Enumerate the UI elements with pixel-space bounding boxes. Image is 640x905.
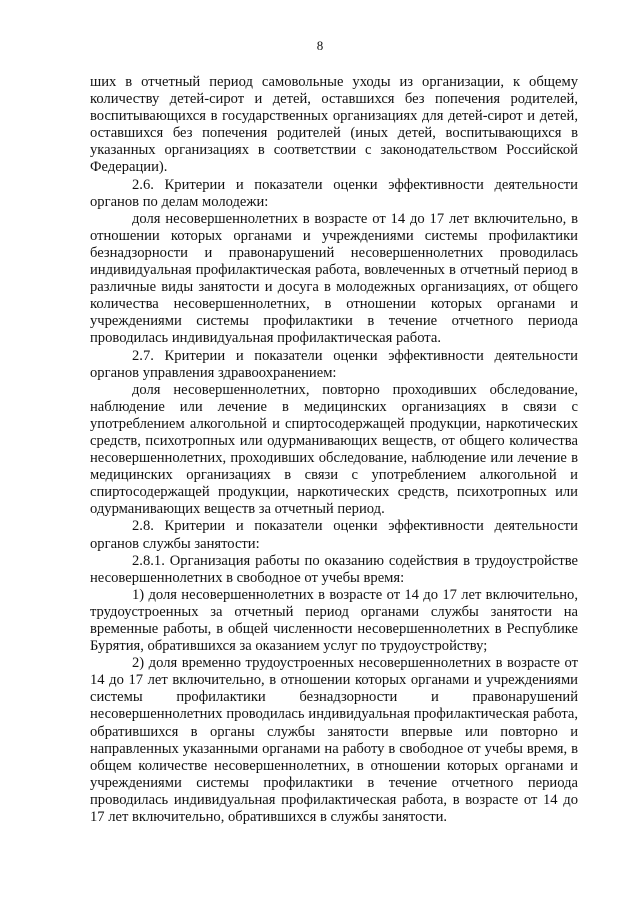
paragraph-9: 2) доля временно трудоустроенных несовершеннолетних в возрасте от 14 до 17 лет включительно, в отношении которых органами и учреждениями системы профилактики безнадзорности и правонарушений несовершеннолетних проводилась индивидуальная профилактическая работа, обратившихся в органы службы занятости впервые или повторно и направленных указанными органами на работу в свободное от учебы время, в общем количестве несовершеннолетних, в отношении которых органами и учреждениями системы профилактики в течение отчетного периода проводилась индивидуальная профилактическая работа, в возрасте от 14 до 17 лет включительно, обратившихся в службы занятости.: [90, 655, 578, 826]
paragraph-7: 2.8.1. Организация работы по оказанию содействия в трудоустройстве несовершеннолетних в свободное от учебы время:: [90, 552, 578, 586]
paragraph-8: 1) доля несовершеннолетних в возрасте от 14 до 17 лет включительно, трудоустроенных за отчетный период органами службы занятости на временные работы, в общей численности несовершеннолетних в Республике Бурятия, обратившихся за оказанием услуг по трудоустройству;: [90, 586, 578, 655]
paragraph-4: 2.7. Критерии и показатели оценки эффективности деятельности органов управления здравоохранением:: [90, 347, 578, 381]
document-body: [90, 74, 578, 826]
paragraph-6: 2.8. Критерии и показатели оценки эффективности деятельности органов службы занятости:: [90, 518, 578, 552]
paragraph-5: доля несовершеннолетних, повторно проходивших обследование, наблюдение или лечение в медицинских организациях в связи с употреблением алкогольной и спиртосодержащей продукции, наркотических средств, психотропных или одурманивающих веществ, от общего количества несовершеннолетних, проходивших обследование, наблюдение или лечение в медицинских организациях в связи с употреблением алкогольной и спиртосодержащей продукции, наркотических средств, психотропных или одурманивающих веществ за отчетный период.: [90, 381, 578, 518]
page-number: 8: [316, 38, 324, 53]
paragraph-3: доля несовершеннолетних в возрасте от 14 до 17 лет включительно, в отношении которых органами и учреждениями системы профилактики безнадзорности и правонарушений несовершеннолетних проводилась индивидуальная профилактическая работа, вовлеченных в отчетный период в различные виды занятости и досуга в молодежных организациях, от общего количества несовершеннолетних, в отношении которых органами и учреждениями системы профилактики в течение отчетного периода проводилась индивидуальная профилактическая работа.: [90, 210, 578, 347]
paragraph-2: 2.6. Критерии и показатели оценки эффективности деятельности органов по делам молодежи:: [90, 176, 578, 210]
paragraph-1: ших в отчетный период самовольные уходы из организации, к общему количеству детей-сирот и детей, оставшихся без попечения родителей, воспитывающихся в государственных организациях для детей-сирот и детей, оставшихся без попечения родителей (иных детей, воспитывающихся в указанных организациях в соответствии с законодательством Российской Федерации).: [90, 74, 578, 176]
